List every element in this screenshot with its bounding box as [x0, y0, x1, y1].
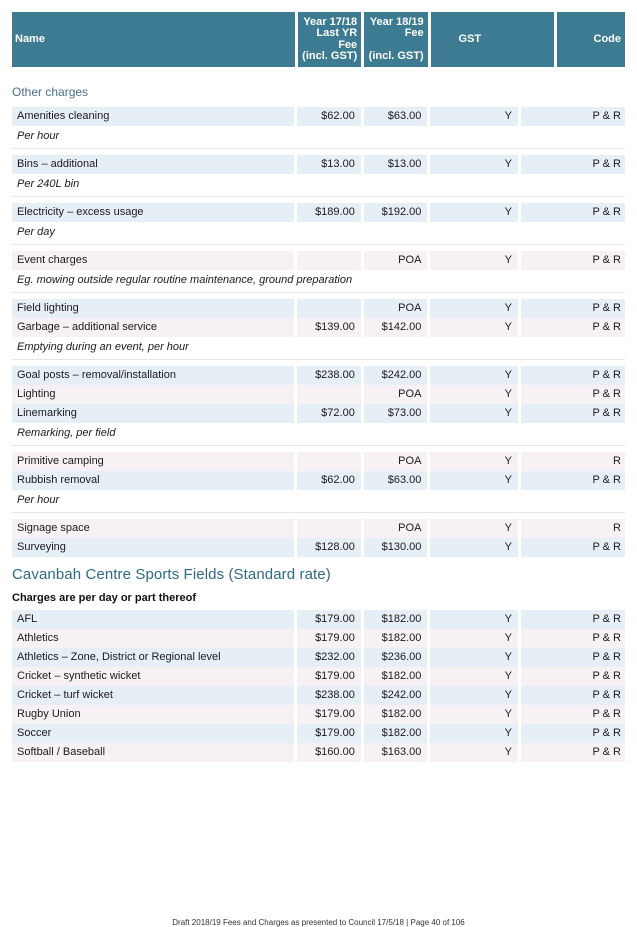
table-row: [12, 203, 625, 222]
row-name: Signage space: [12, 519, 294, 538]
row-code: P & R: [521, 366, 625, 385]
row-name: Athletics – Zone, District or Regional level: [12, 648, 294, 667]
row-note: Per hour: [17, 129, 60, 142]
row-note: Remarking, per field: [17, 426, 116, 439]
row-name: Lighting: [12, 385, 294, 404]
row-gst: Y: [430, 251, 518, 270]
table-row: [12, 629, 625, 648]
table-row: [12, 610, 625, 629]
row-code: P & R: [521, 724, 625, 743]
row-gst: Y: [430, 366, 518, 385]
row-code: P & R: [521, 318, 625, 337]
row-gst: Y: [430, 648, 518, 667]
row-gst: Y: [430, 404, 518, 423]
row-curr-fee: $182.00: [364, 667, 428, 686]
row-curr-fee: POA: [364, 299, 428, 318]
row-code: P & R: [521, 743, 625, 762]
header-prev-fee: Year 17/18 Last YR Fee (incl. GST): [298, 12, 361, 67]
table-row: [12, 724, 625, 743]
table-row: [12, 385, 625, 404]
row-name: Soccer: [12, 724, 294, 743]
row-code: P & R: [521, 610, 625, 629]
row-group: [12, 299, 625, 360]
table-row: [12, 404, 625, 423]
header-curr-fee: Year 18/19 Fee (incl. GST): [364, 12, 427, 67]
row-name: Athletics: [12, 629, 294, 648]
row-code: R: [521, 452, 625, 471]
header-gst: GST: [431, 12, 554, 67]
row-name: Cricket – turf wicket: [12, 686, 294, 705]
row-prev-fee: [297, 299, 361, 318]
row-code: P & R: [521, 251, 625, 270]
row-gst: Y: [430, 610, 518, 629]
row-curr-fee: $182.00: [364, 610, 428, 629]
row-name: Bins – additional: [12, 155, 294, 174]
row-note: Per day: [17, 225, 55, 238]
row-curr-fee: POA: [364, 452, 428, 471]
row-curr-fee: $163.00: [364, 743, 428, 762]
row-curr-fee: $182.00: [364, 629, 428, 648]
row-gst: Y: [430, 519, 518, 538]
row-code: P & R: [521, 629, 625, 648]
row-name: AFL: [12, 610, 294, 629]
row-gst: Y: [430, 743, 518, 762]
row-prev-fee: [297, 519, 361, 538]
row-name: Rubbish removal: [12, 471, 294, 490]
row-curr-fee: $13.00: [364, 155, 428, 174]
row-prev-fee: $13.00: [297, 155, 361, 174]
row-gst: Y: [430, 107, 518, 126]
row-note: Per hour: [17, 493, 60, 506]
table-row: [12, 471, 625, 490]
row-group: [12, 251, 625, 293]
row-code: P & R: [521, 155, 625, 174]
row-curr-fee: $236.00: [364, 648, 428, 667]
row-name: Event charges: [12, 251, 294, 270]
table-row: [12, 686, 625, 705]
row-curr-fee: $182.00: [364, 724, 428, 743]
row-prev-fee: $179.00: [297, 629, 361, 648]
row-gst: Y: [430, 686, 518, 705]
row-note: Eg. mowing outside regular routine maintenance, ground preparation: [17, 273, 353, 286]
row-prev-fee: $179.00: [297, 667, 361, 686]
row-prev-fee: [297, 452, 361, 471]
row-group: [12, 203, 625, 245]
row-name: Primitive camping: [12, 452, 294, 471]
row-note: Emptying during an event, per hour: [17, 340, 189, 353]
row-prev-fee: $179.00: [297, 724, 361, 743]
fees-table: [12, 12, 625, 762]
table-row: [12, 743, 625, 762]
row-curr-fee: $130.00: [364, 538, 428, 557]
table-row: [12, 519, 625, 538]
table-row: [12, 705, 625, 724]
table-row: [12, 299, 625, 318]
row-name: Rugby Union: [12, 705, 294, 724]
row-curr-fee: $242.00: [364, 366, 428, 385]
row-prev-fee: $232.00: [297, 648, 361, 667]
section-title-cavanbah: Cavanbah Centre Sports Fields (Standard rate): [12, 566, 331, 583]
row-gst: Y: [430, 538, 518, 557]
row-name: Cricket – synthetic wicket: [12, 667, 294, 686]
row-prev-fee: $238.00: [297, 366, 361, 385]
other-charges-list: [12, 107, 625, 560]
row-curr-fee: $73.00: [364, 404, 428, 423]
row-gst: Y: [430, 629, 518, 648]
row-prev-fee: $189.00: [297, 203, 361, 222]
row-gst: Y: [430, 724, 518, 743]
row-curr-fee: $63.00: [364, 471, 428, 490]
section-title-other: Other charges: [12, 85, 89, 99]
row-prev-fee: $139.00: [297, 318, 361, 337]
row-prev-fee: $128.00: [297, 538, 361, 557]
table-row: [12, 251, 625, 270]
row-name: Softball / Baseball: [12, 743, 294, 762]
cavanbah-list: [12, 610, 625, 762]
row-gst: Y: [430, 203, 518, 222]
row-curr-fee: $63.00: [364, 107, 428, 126]
row-group: [12, 155, 625, 197]
row-name: Linemarking: [12, 404, 294, 423]
table-row: [12, 452, 625, 471]
table-header: [12, 12, 625, 67]
header-code: Code: [557, 12, 625, 67]
row-code: P & R: [521, 667, 625, 686]
row-curr-fee: POA: [364, 519, 428, 538]
row-code: R: [521, 519, 625, 538]
header-name: Name: [12, 12, 295, 67]
row-prev-fee: [297, 385, 361, 404]
table-row: [12, 318, 625, 337]
row-name: Surveying: [12, 538, 294, 557]
row-prev-fee: [297, 251, 361, 270]
row-curr-fee: $242.00: [364, 686, 428, 705]
table-row: [12, 648, 625, 667]
row-name: Electricity – excess usage: [12, 203, 294, 222]
row-gst: Y: [430, 705, 518, 724]
row-gst: Y: [430, 155, 518, 174]
row-prev-fee: $179.00: [297, 610, 361, 629]
row-code: P & R: [521, 299, 625, 318]
row-curr-fee: $192.00: [364, 203, 428, 222]
table-row: [12, 366, 625, 385]
table-row: [12, 155, 625, 174]
row-code: P & R: [521, 385, 625, 404]
row-gst: Y: [430, 318, 518, 337]
row-code: P & R: [521, 107, 625, 126]
row-curr-fee: POA: [364, 251, 428, 270]
row-curr-fee: $182.00: [364, 705, 428, 724]
row-prev-fee: $72.00: [297, 404, 361, 423]
row-code: P & R: [521, 648, 625, 667]
row-prev-fee: $62.00: [297, 107, 361, 126]
row-prev-fee: $238.00: [297, 686, 361, 705]
row-name: Goal posts – removal/installation: [12, 366, 294, 385]
row-code: P & R: [521, 705, 625, 724]
row-note: Per 240L bin: [17, 177, 80, 190]
row-curr-fee: $142.00: [364, 318, 428, 337]
section-subtitle-cavanbah: Charges are per day or part thereof: [12, 592, 197, 604]
table-row: [12, 667, 625, 686]
row-gst: Y: [430, 471, 518, 490]
row-group: [12, 519, 625, 560]
row-curr-fee: POA: [364, 385, 428, 404]
row-code: P & R: [521, 203, 625, 222]
row-name: Amenities cleaning: [12, 107, 294, 126]
row-code: P & R: [521, 686, 625, 705]
row-name: Field lighting: [12, 299, 294, 318]
row-group: [12, 366, 625, 446]
page-footer: Draft 2018/19 Fees and Charges as presented to Council 17/5/18 | Page 40 of 106: [172, 918, 465, 927]
row-code: P & R: [521, 471, 625, 490]
table-row: [12, 538, 625, 557]
row-gst: Y: [430, 385, 518, 404]
row-code: P & R: [521, 538, 625, 557]
row-name: Garbage – additional service: [12, 318, 294, 337]
row-prev-fee: $160.00: [297, 743, 361, 762]
row-gst: Y: [430, 299, 518, 318]
row-gst: Y: [430, 452, 518, 471]
row-code: P & R: [521, 404, 625, 423]
table-row: [12, 107, 625, 126]
row-prev-fee: $179.00: [297, 705, 361, 724]
row-group: [12, 452, 625, 513]
row-group: [12, 107, 625, 149]
row-prev-fee: $62.00: [297, 471, 361, 490]
row-gst: Y: [430, 667, 518, 686]
